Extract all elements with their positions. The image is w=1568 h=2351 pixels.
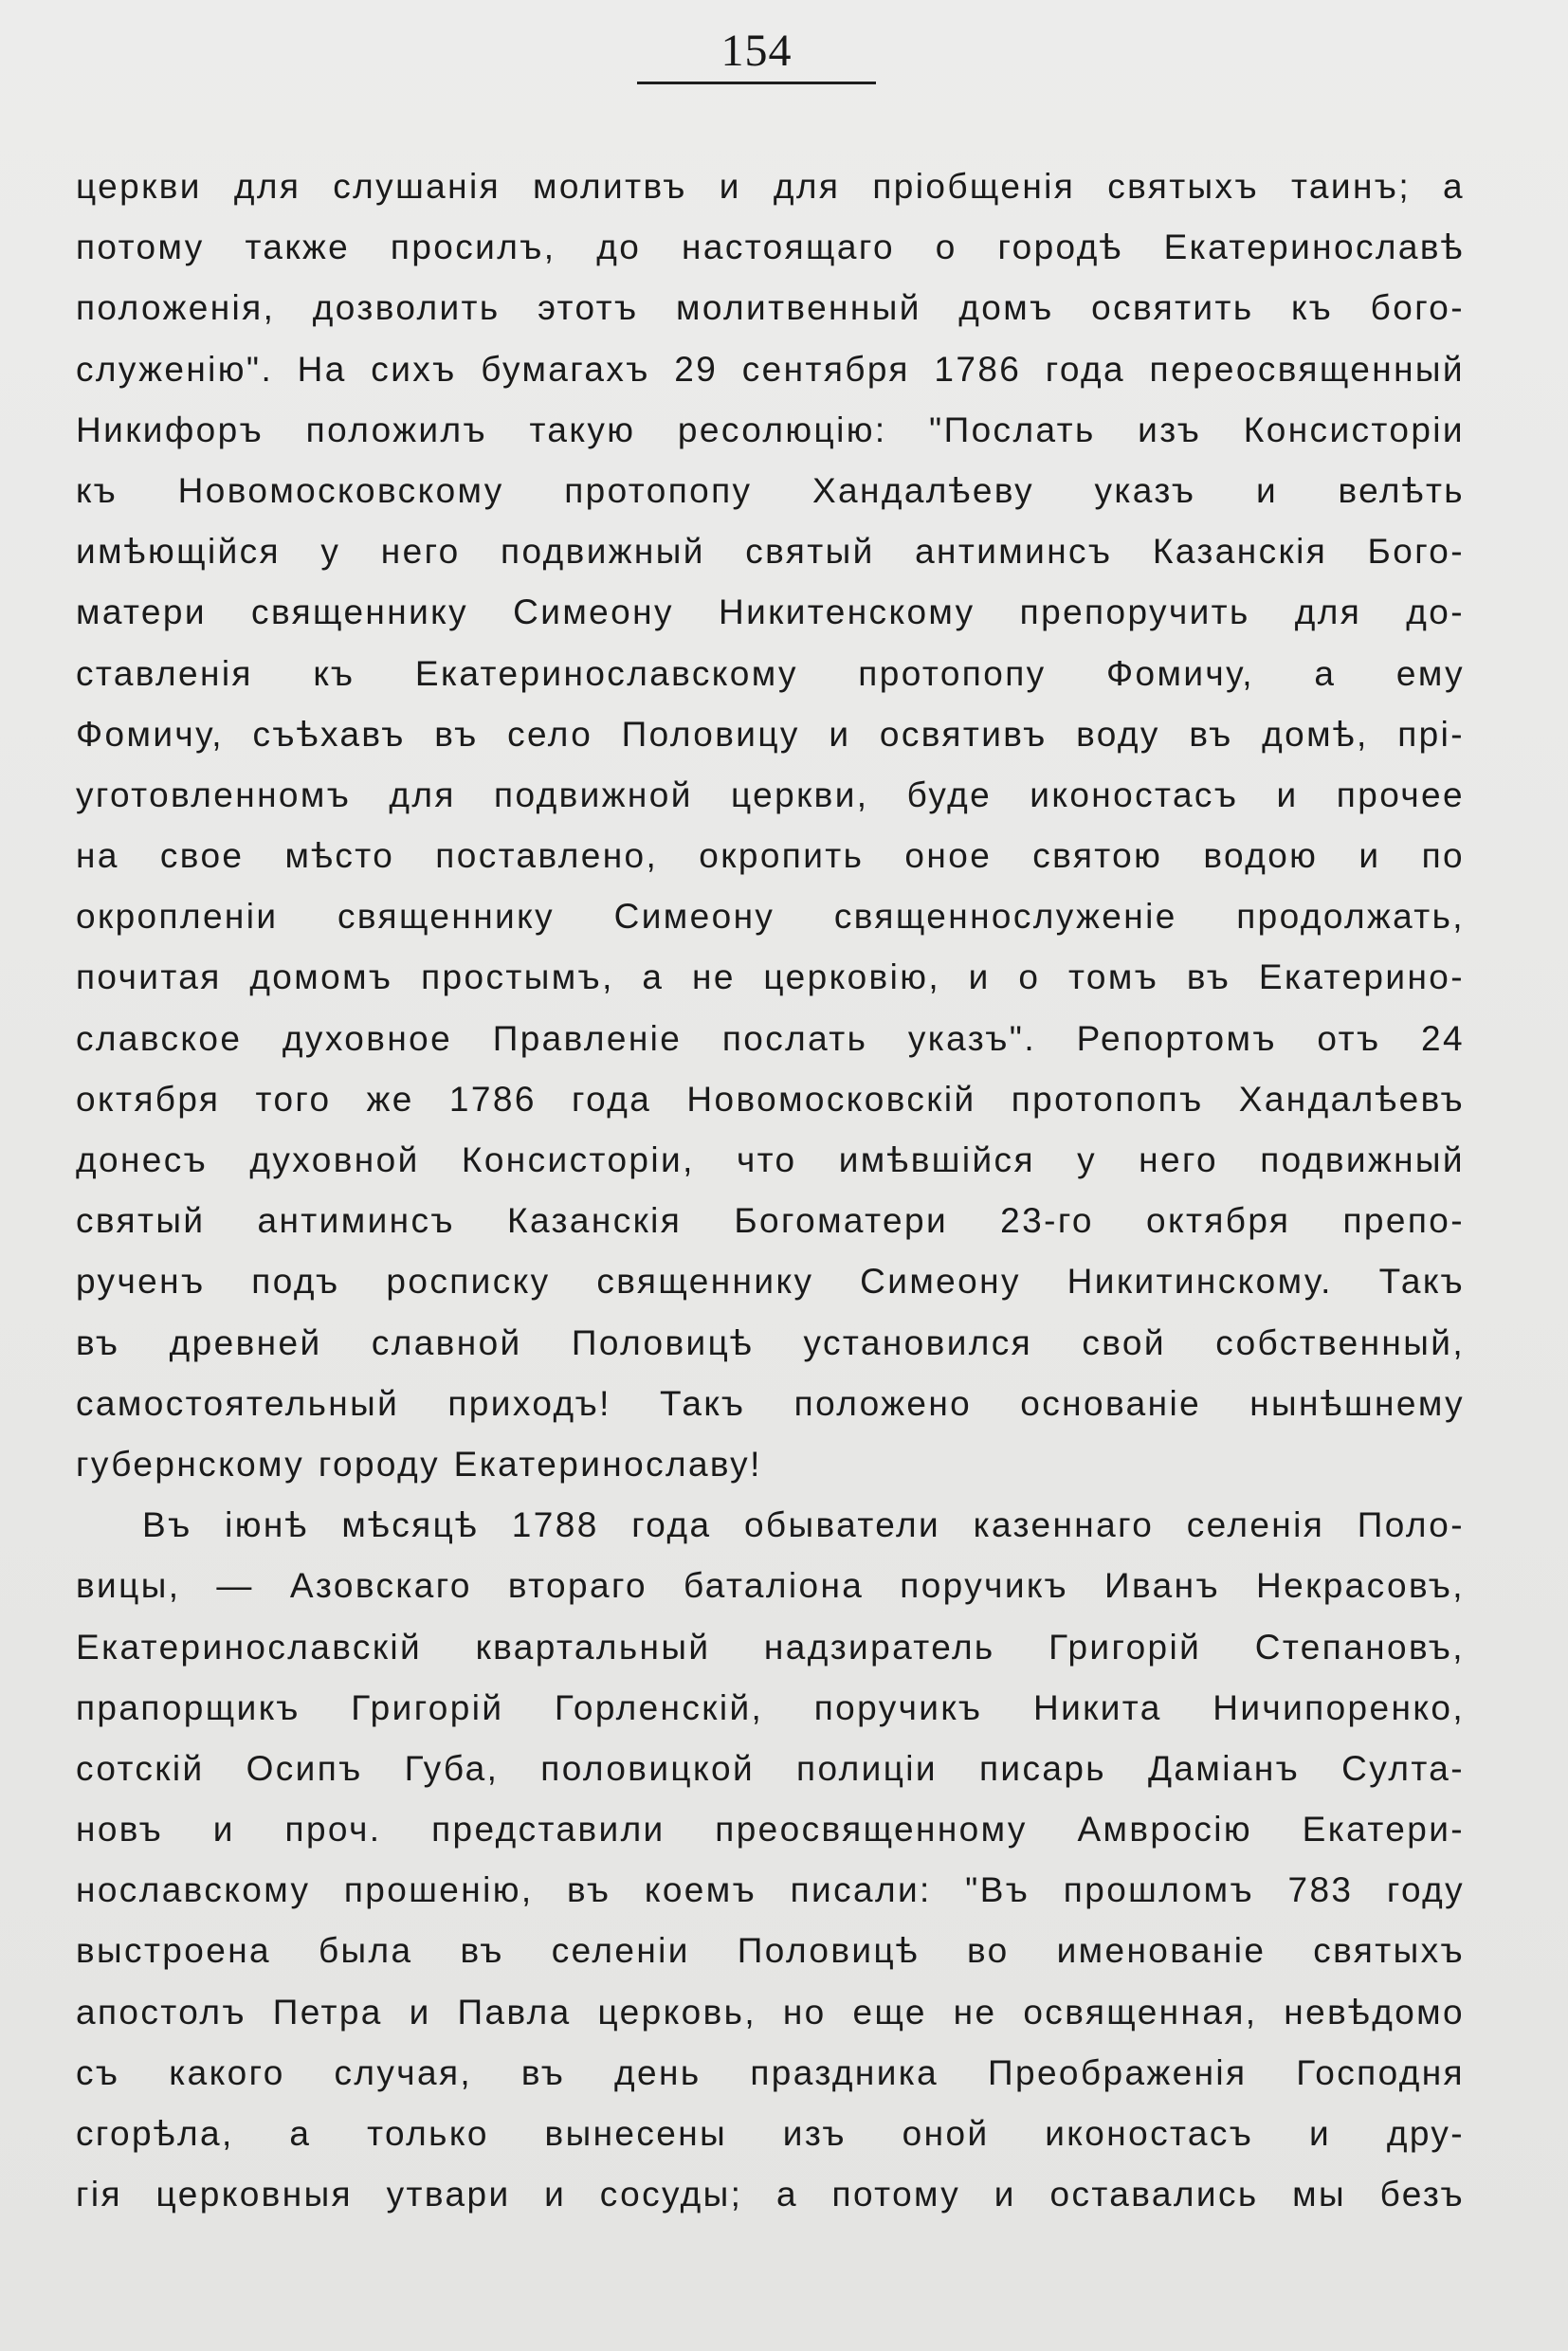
text-line: ставленія къ Екатеринославскому протопопу Фомичу, а ему (76, 653, 1465, 693)
text-line: святый антиминсъ Казанскія Богоматери 23-го октября препо- (76, 1201, 1465, 1241)
text-line: рученъ подъ росписку священнику Симеону Никитинскому. Такъ (76, 1262, 1465, 1302)
text-line: сотскій Осипъ Губа, половицкой полиціи писарь Даміанъ Султа- (76, 1748, 1465, 1788)
text-line: положенія, дозволить этотъ молитвенный домъ освятить къ бого- (76, 288, 1465, 328)
text-line: самостоятельный приходъ! Такъ положено основаніе нынѣшнему (76, 1383, 1465, 1423)
text-line: почитая домомъ простымъ, а не церковію, и о томъ въ Екатерино- (76, 957, 1465, 997)
text-line: потому также просилъ, до настоящаго о городѣ Екатеринославѣ (76, 228, 1465, 267)
text-line: октября того же 1786 года Новомосковскій протопопъ Хандалѣевъ (76, 1079, 1465, 1119)
text-line: Никифоръ положилъ такую ресолюцію: "Послать изъ Консисторіи (76, 410, 1465, 449)
text-line: сгорѣла, а только вынесены изъ оной иконостасъ и дру- (76, 2114, 1465, 2153)
text-line: съ какого случая, въ день праздника Преображенія Господня (76, 2052, 1465, 2092)
text-line: служенію". На сихъ бумагахъ 29 сентября 1786 года переосвященный (76, 349, 1465, 389)
text-line: матери священнику Симеону Никитенскому препоручить для до- (76, 592, 1465, 632)
page-number: 154 (720, 26, 793, 76)
text-line: Фомичу, съѣхавъ въ село Половицу и освятивъ воду въ домѣ, прі- (76, 714, 1465, 754)
text-line: Екатеринославскій квартальный надзиратель Григорій Степановъ, (76, 1627, 1465, 1667)
text-line: Въ іюнѣ мѣсяцѣ 1788 года обыватели казеннаго селенія Поло- (142, 1505, 1465, 1545)
text-line: вицы, — Азовскаго втораго баталіона поручикъ Иванъ Некрасовъ, (76, 1566, 1465, 1606)
text-line: имѣющійся у него подвижный святый антиминсъ Казанскія Бого- (76, 532, 1465, 572)
text-line: новъ и проч. представили преосвященному Амвросію Екатери- (76, 1810, 1465, 1850)
text-line: церкви для слушанія молитвъ и для пріобщенія святыхъ таинъ; а (76, 167, 1465, 206)
text-line: выстроена была въ селеніи Половицѣ во именованіе святыхъ (76, 1931, 1465, 1971)
text-line: апостолъ Петра и Павла церковь, но еще не освященная, невѣдомо (76, 1992, 1465, 2032)
text-line: къ Новомосковскому протопопу Хандалѣеву указъ и велѣть (76, 470, 1465, 510)
text-line: въ древней славной Половицѣ установился свой собственный, (76, 1322, 1465, 1362)
text-line: на свое мѣсто поставлено, окропить оное святою водою и по (76, 836, 1465, 876)
text-line: губернскому городу Екатеринославу! (76, 1444, 762, 1484)
text-line: нославскому прошенію, въ коемъ писали: "Въ прошломъ 783 году (76, 1870, 1465, 1910)
text-line: славское духовное Правленіе послать указъ". Репортомъ отъ 24 (76, 1018, 1465, 1058)
text-line: прапорщикъ Григорій Горленскій, поручикъ Никита Ничипоренко, (76, 1687, 1465, 1727)
text-line: донесъ духовной Консисторіи, что имѣвшійся у него подвижный (76, 1140, 1465, 1179)
text-line: окропленіи священнику Симеону священнослуженіе продолжать, (76, 897, 1465, 937)
page-number-rule (637, 82, 876, 84)
body-text (76, 156, 1465, 2225)
text-line: уготовленномъ для подвижной церкви, буде иконостасъ и прочее (76, 775, 1465, 814)
text-line: гія церковныя утвари и сосуды; а потому и оставались мы безъ (76, 2175, 1465, 2214)
